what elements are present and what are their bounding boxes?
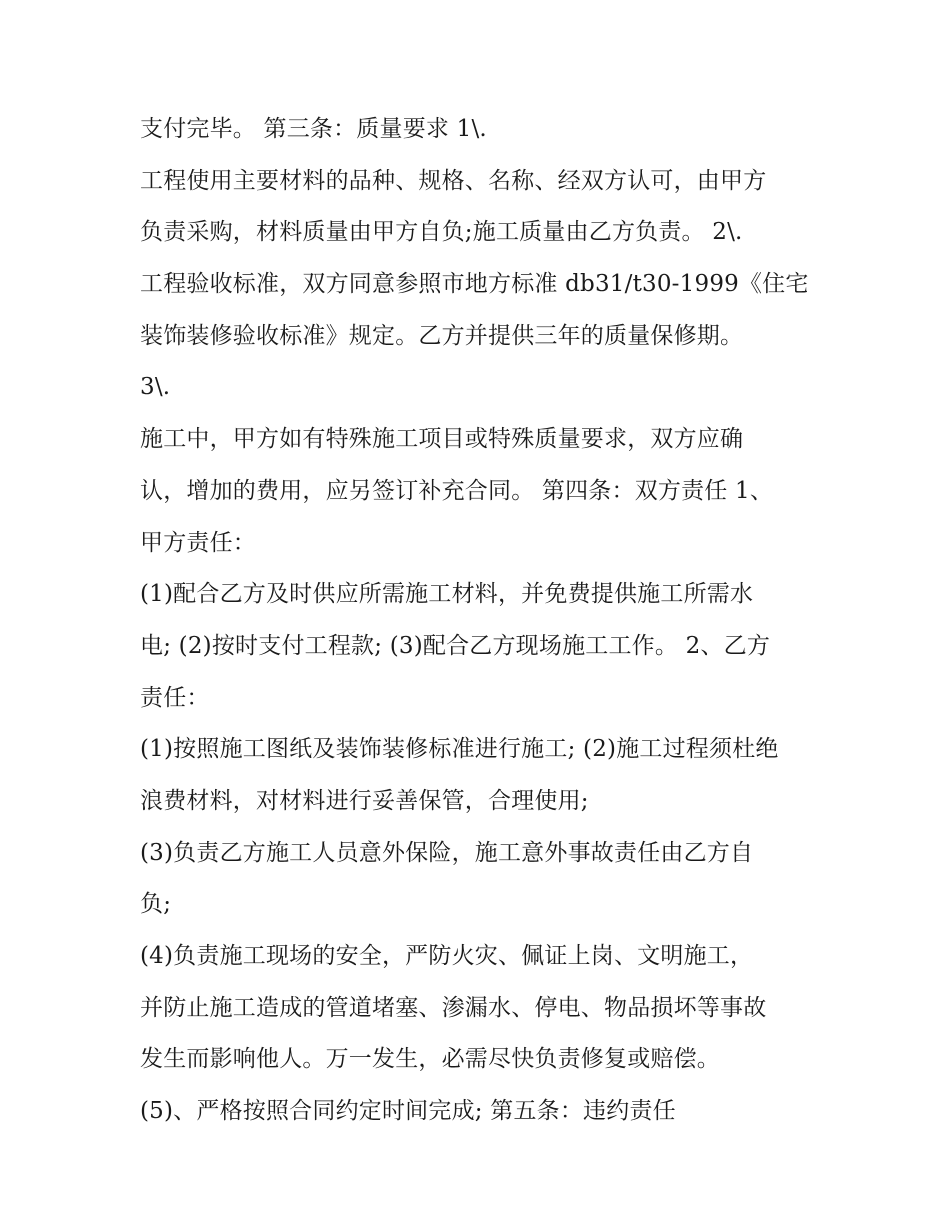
- text-line: 支付完毕。 第三条：质量要求 1\.: [140, 116, 487, 142]
- text-line: 责任：: [140, 684, 210, 711]
- text-line: 电; (2)按时支付工程款; (3)配合乙方现场施工工作。 2、乙方: [140, 632, 771, 659]
- text-line: 发生而影响他人。万一发生，必需尽快负责修复或赔偿。: [140, 1046, 720, 1073]
- text-line: 负责采购，材料质量由甲方自负;施工质量由乙方负责。 2\.: [140, 219, 743, 246]
- text-line: 负;: [140, 891, 172, 918]
- text-line: (1)配合乙方及时供应所需施工材料，并免费提供施工所需水: [140, 581, 754, 608]
- text-line: (5)、严格按照合同约定时间完成; 第五条：违约责任: [140, 1098, 676, 1125]
- text-line: 工程验收标准，双方同意参照市地方标准 db31/t30-1999《住宅: [140, 271, 809, 298]
- text-line: 施工中，甲方如有特殊施工项目或特殊质量要求，双方应确: [140, 426, 744, 453]
- text-line: 浪费材料，对材料进行妥善保管，合理使用;: [140, 787, 589, 814]
- text-line: 装饰装修验收标准》规定。乙方并提供三年的质量保修期。: [140, 322, 744, 349]
- text-line: (3)负责乙方施工人员意外保险，施工意外事故责任由乙方自: [140, 839, 754, 866]
- text-line: (4)负责施工现场的安全，严防火灾、佩证上岗、文明施工，: [140, 943, 754, 969]
- contract-text: [140, 104, 830, 1138]
- text-line: 并防止施工造成的管道堵塞、渗漏水、停电、物品损坏等事故: [140, 994, 767, 1021]
- text-line: 工程使用主要材料的品种、规格、名称、经双方认可，由甲方: [140, 167, 767, 194]
- text-line: 认，增加的费用，应另签订补充合同。 第四条：双方责任 1、: [140, 477, 774, 504]
- text-line: 甲方责任：: [140, 529, 256, 556]
- text-line: 3\.: [140, 374, 171, 401]
- text-line: (1)按照施工图纸及装饰装修标准进行施工; (2)施工过程须杜绝: [140, 736, 779, 763]
